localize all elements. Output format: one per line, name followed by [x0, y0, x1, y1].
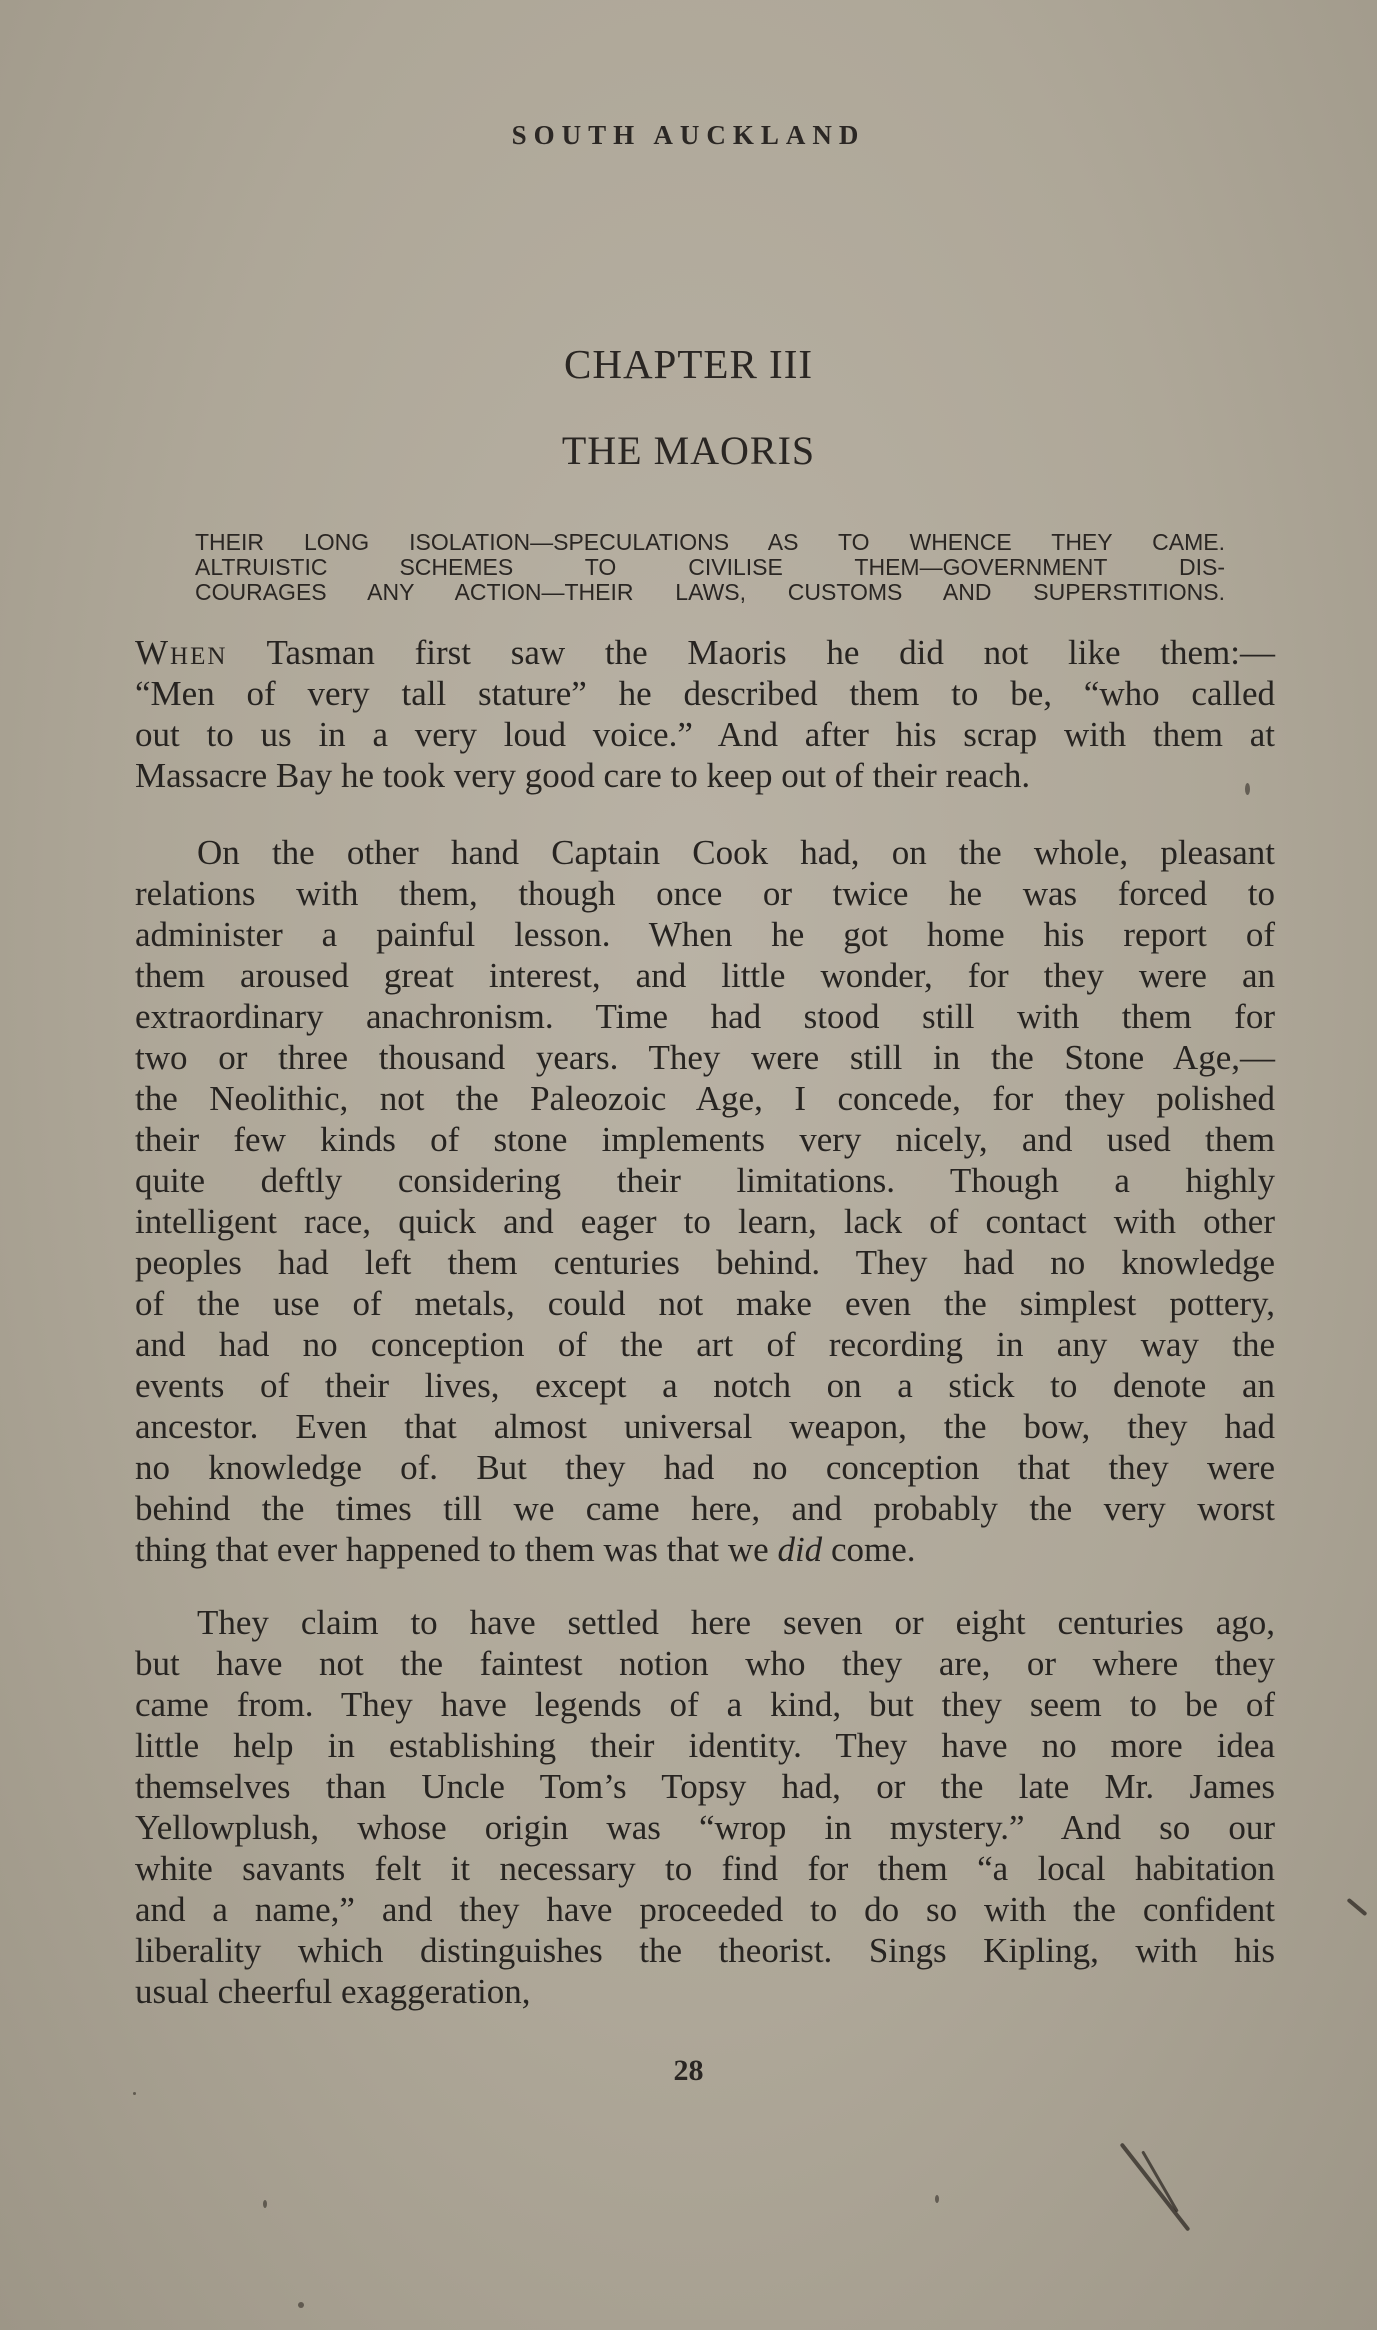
emphasis-word: did	[777, 1530, 823, 1569]
paragraph-line: administer a painful lesson. When he got home his report of	[135, 915, 1275, 954]
paragraph-line: usual cheerful exaggeration,	[135, 1972, 531, 2011]
paragraph-line: behind the times till we came here, and probably the very worst	[135, 1489, 1275, 1528]
paragraph-line: them aroused great interest, and little wonder, for they were an	[135, 956, 1275, 995]
ink-speck	[935, 2195, 939, 2203]
opening-line-text: Tasman first saw the Maoris he did not like them:—	[227, 633, 1275, 672]
paragraph-line: ancestor. Even that almost universal weapon, the bow, they had	[135, 1407, 1275, 1446]
tear-mark	[1120, 2142, 1191, 2231]
paragraph-line: out to us in a very loud voice.” And after his scrap with them at	[135, 715, 1275, 754]
paragraph-line: peoples had left them centuries behind. They had no knowledge	[135, 1243, 1275, 1282]
chapter-title: THE MAORIS	[561, 428, 816, 473]
paragraph-line: little help in establishing their identity. They have no more idea	[135, 1726, 1275, 1765]
ink-speck	[263, 2200, 267, 2208]
paragraph-line: On the other hand Captain Cook had, on the whole, pleasant	[197, 833, 1275, 872]
paragraph-line: white savants felt it necessary to find for them “a local habitation	[135, 1849, 1275, 1888]
paragraph-line: of the use of metals, could not make even the simplest pottery,	[135, 1284, 1275, 1323]
synopsis-line: ALTRUISTIC SCHEMES TO CIVILISE THEM—GOVERNMENT DIS-	[195, 554, 1225, 580]
paragraph-line	[135, 632, 1275, 673]
paragraph-line: They claim to have settled here seven or eight centuries ago,	[197, 1603, 1275, 1642]
ink-mark	[1347, 1898, 1368, 1916]
paragraph-line: events of their lives, except a notch on a stick to denote an	[135, 1366, 1275, 1405]
paragraph-line: Yellowplush, whose origin was “wrop in mystery.” And so our	[135, 1808, 1275, 1847]
chapter-synopsis	[195, 530, 1225, 605]
paragraph-3	[135, 1602, 1275, 2012]
opening-word: When	[135, 633, 228, 672]
page-number: 28	[673, 2054, 704, 2087]
last-line-before: thing that ever happened to them was that we	[135, 1530, 778, 1569]
synopsis-line: THEIR LONG ISOLATION—SPECULATIONS AS TO WHENCE THEY CAME.	[195, 529, 1225, 555]
paragraph-line: liberality which distinguishes the theorist. Sings Kipling, with his	[135, 1931, 1275, 1970]
running-head: SOUTH AUCKLAND	[511, 120, 866, 150]
synopsis-line: COURAGES ANY ACTION—THEIR LAWS, CUSTOMS AND SUPERSTITIONS.	[195, 579, 1225, 605]
ink-speck	[133, 2092, 136, 2095]
last-line-after: come.	[822, 1530, 916, 1569]
paragraph-line: “Men of very tall stature” he described them to be, “who called	[135, 674, 1275, 713]
paragraph-line: and a name,” and they have proceeded to do so with the confident	[135, 1890, 1275, 1929]
paragraph-line: and had no conception of the art of recording in any way the	[135, 1325, 1275, 1364]
paragraph-line: their few kinds of stone implements very nicely, and used them	[135, 1120, 1275, 1159]
paragraph-line: but have not the faintest notion who they are, or where they	[135, 1644, 1275, 1683]
paragraph-line: came from. They have legends of a kind, but they seem to be of	[135, 1685, 1275, 1724]
ink-speck	[1245, 783, 1250, 795]
tear-mark	[1141, 2150, 1179, 2212]
chapter-number: CHAPTER III	[563, 341, 813, 387]
paragraph-line: Massacre Bay he took very good care to keep out of their reach.	[135, 756, 1031, 795]
paragraph-1	[135, 632, 1275, 796]
paragraph-line: quite deftly considering their limitations. Though a highly	[135, 1161, 1275, 1200]
paragraph-line: extraordinary anachronism. Time had stood still with them for	[135, 997, 1275, 1036]
paragraph-line: themselves than Uncle Tom’s Topsy had, or the late Mr. James	[135, 1767, 1275, 1806]
paragraph-2	[135, 832, 1275, 1570]
paragraph-line: relations with them, though once or twice he was forced to	[135, 874, 1275, 913]
paragraph-line	[135, 1529, 1275, 1570]
ink-speck	[298, 2302, 304, 2308]
paragraph-line: no knowledge of. But they had no conception that they were	[135, 1448, 1275, 1487]
paragraph-line: two or three thousand years. They were still in the Stone Age,—	[135, 1038, 1275, 1077]
paragraph-line: intelligent race, quick and eager to learn, lack of contact with other	[135, 1202, 1275, 1241]
paragraph-line: the Neolithic, not the Paleozoic Age, I concede, for they polished	[135, 1079, 1275, 1118]
